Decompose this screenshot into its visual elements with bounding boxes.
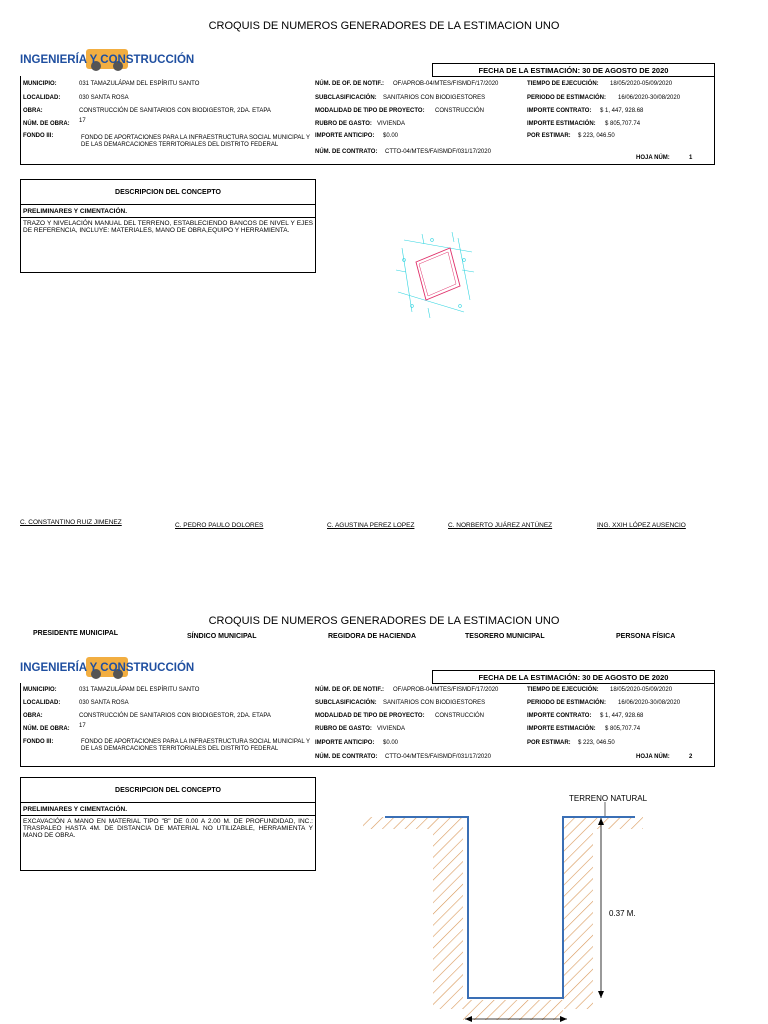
- imp-estimacion-value-2: $ 805,707.74: [605, 726, 641, 732]
- localidad-label-2: LOCALIDAD:: [23, 700, 61, 706]
- imp-estimacion-value: $ 805,707.74: [605, 121, 641, 127]
- por-estimar-label-2: POR ESTIMAR:: [527, 740, 571, 746]
- obra-label: OBRA:: [23, 108, 43, 114]
- depth-label: 0.37 M.: [609, 909, 636, 918]
- modalidad-label: MODALIDAD DE TIPO DE PROYECTO:: [315, 108, 425, 114]
- hoja-number: 1: [689, 155, 693, 161]
- num-of-value: OF/APROB-04/MTES/FISMDF/17/2020: [393, 81, 499, 87]
- bottom-hatch: [463, 1000, 563, 1020]
- signature-persona-fisica: ING. XXIH LÓPEZ AUSENCIO: [597, 522, 686, 529]
- concept-box-sheet2: [20, 777, 316, 871]
- contrato-value: CTTO-04/MTES/FAISMDF/031/17/2020: [385, 149, 491, 155]
- company-logo: [18, 46, 195, 72]
- num-obra-value: 17: [79, 118, 86, 124]
- concept-header: DESCRIPCION DEL CONCEPTO: [21, 180, 315, 205]
- layout-sketch: [392, 230, 478, 320]
- obra-value-2: CONSTRUCCIÓN DE SANITARIOS CON BIODIGESTOR, 2DA. ETAPA: [79, 713, 271, 719]
- role-sindico: SÍNDICO MUNICIPAL: [187, 633, 257, 640]
- imp-contrato-value-2: $ 1, 447, 928.68: [600, 713, 644, 719]
- signature-presidente: C. CONSTANTINO RUIZ JIMENEZ: [20, 519, 122, 526]
- depth-arrow-bottom: [598, 991, 604, 998]
- signature-regidora: C. AGUSTINA PEREZ LOPEZ: [327, 522, 415, 529]
- fondo-value: FONDO DE APORTACIONES PARA LA INFRAESTRUCTURA SOCIAL MUNICIPAL Y DE LAS DEMARCACIONES TERRITORIALES DEL DISTRITO FEDERAL: [81, 135, 310, 148]
- sheet2-title: CROQUIS DE NUMEROS GENERADORES DE LA ESTIMACION UNO: [208, 615, 560, 627]
- periodo-label: PERIODO DE ESTIMACIÓN:: [527, 95, 607, 101]
- subclas-label-2: SUBCLASIFICACIÓN:: [315, 700, 377, 706]
- obra-value: CONSTRUCCIÓN DE SANITARIOS CON BIODIGESTOR, 2DA. ETAPA: [79, 108, 271, 114]
- tiempo-value: 18/05/2020-05/09/2020: [610, 81, 673, 87]
- municipio-value-2: 031 TAMAZULÁPAM DEL ESPÍRITU SANTO: [79, 687, 200, 693]
- concept-header-2: DESCRIPCION DEL CONCEPTO: [21, 778, 315, 803]
- tiempo-label-2: TIEMPO DE EJECUCIÓN:: [527, 687, 599, 693]
- anticipo-label: IMPORTE ANTICIPO:: [315, 133, 375, 139]
- signature-sindico: C. PEDRO PAULO DOLORES: [175, 522, 264, 529]
- municipio-value: 031 TAMAZULÁPAM DEL ESPÍRITU SANTO: [79, 81, 200, 87]
- periodo-value-2: 16/06/2020-30/08/2020: [618, 700, 681, 706]
- por-estimar-value-2: $ 223, 046.50: [578, 740, 615, 746]
- info-box-sheet2: [20, 683, 715, 767]
- obra-label-2: OBRA:: [23, 713, 43, 719]
- imp-contrato-label-2: IMPORTE CONTRATO:: [527, 713, 592, 719]
- hoja-label-2: HOJA NÚM:: [636, 754, 670, 760]
- fecha-estimacion: FECHA DE LA ESTIMACIÓN: 30 DE AGOSTO DE 2020: [432, 63, 715, 77]
- wall-hatch-left: [433, 829, 463, 1009]
- role-tesorero: TESORERO MUNICIPAL: [465, 633, 545, 640]
- trench-outline: [385, 817, 635, 998]
- periodo-label-2: PERIODO DE ESTIMACIÓN:: [527, 700, 607, 706]
- por-estimar-label: POR ESTIMAR:: [527, 133, 571, 139]
- subclas-value-2: SANITARIOS CON BIODIGESTORES: [383, 700, 486, 706]
- periodo-value: 16/06/2020-30/08/2020: [618, 95, 681, 101]
- anticipo-label-2: IMPORTE ANTICIPO:: [315, 740, 375, 746]
- rubro-value-2: VIVIENDA: [377, 726, 406, 732]
- logo-graphic-2: [18, 654, 195, 680]
- rubro-value: VIVIENDA: [377, 121, 406, 127]
- fondo-label-2: FONDO III:: [23, 739, 54, 745]
- contrato-value-2: CTTO-04/MTES/FAISMDF/031/17/2020: [385, 754, 491, 760]
- logo-text-2: INGENIERÍA Y CONSTRUCCIÓN: [20, 662, 195, 674]
- num-of-label: NÚM. DE OF. DE NOTIF.:: [315, 81, 384, 87]
- fondo-value-2: FONDO DE APORTACIONES PARA LA INFRAESTRUCTURA SOCIAL MUNICIPAL Y DE LAS DEMARCACIONES TERRITORIALES DEL DISTRITO FEDERAL: [81, 739, 310, 752]
- subclas-value: SANITARIOS CON BIODIGESTORES: [383, 95, 486, 101]
- signature-tesorero: C. NORBERTO JUÁREZ ANTÚNEZ: [448, 522, 553, 529]
- tiempo-value-2: 18/05/2020-05/09/2020: [610, 687, 673, 693]
- localidad-label: LOCALIDAD:: [23, 95, 61, 101]
- num-of-value-2: OF/APROB-04/MTES/FISMDF/17/2020: [393, 687, 499, 693]
- concept-description: TRAZO Y NIVELACIÓN MANUAL DEL TERRENO, ESTABLECIENDO BANCOS DE NIVEL Y EJES DE REFERENCIA, INCLUYE: MATERIALES, MANO DE OBRA,EQUIPO Y HERRAMIENTA.: [23, 220, 313, 234]
- role-presidente: PRESIDENTE MUNICIPAL: [33, 630, 119, 637]
- municipio-label-2: MUNICIPIO:: [23, 687, 57, 693]
- width-arrow-right: [560, 1016, 567, 1022]
- por-estimar-value: $ 223, 046.50: [578, 133, 615, 139]
- info-box-sheet1: [20, 76, 715, 165]
- logo-text: INGENIERÍA Y CONSTRUCCIÓN: [20, 54, 195, 66]
- rubro-label: RUBRO DE GASTO:: [315, 121, 372, 127]
- hoja-label: HOJA NÚM:: [636, 155, 670, 161]
- imp-contrato-label: IMPORTE CONTRATO:: [527, 108, 592, 114]
- company-logo-2: [18, 654, 195, 680]
- concept-section: PRELIMINARES Y CIMENTACIÓN.: [21, 205, 315, 218]
- imp-estimacion-label: IMPORTE ESTIMACIÓN:: [527, 121, 596, 127]
- anticipo-value: $0.00: [383, 133, 399, 139]
- role-regidora: REGIDORA DE HACIENDA: [328, 633, 417, 640]
- contrato-label-2: NÚM. DE CONTRATO:: [315, 754, 378, 760]
- terrain-label: TERRENO NATURAL: [569, 794, 648, 803]
- fecha-estimacion-2: FECHA DE LA ESTIMACIÓN: 30 DE AGOSTO DE 2020: [432, 670, 715, 684]
- sheet1-title: CROQUIS DE NUMEROS GENERADORES DE LA ESTIMACION UNO: [208, 20, 560, 32]
- concept-description-2: EXCAVACIÓN A MANO EN MATERIAL TIPO "B" DE 0.00 A 2.00 M. DE PROFUNDIDAD, INC.: TRASPALEO HASTA 4M. DE DISTANCIA DE MATERIAL NO UTILIZABLE, HERRAMIENTA Y MANO DE OBRA.: [23, 818, 313, 839]
- modalidad-value: CONSTRUCCIÓN: [435, 108, 484, 114]
- localidad-value-2: 030 SANTA ROSA: [79, 700, 129, 706]
- concept-box-sheet1: [20, 179, 316, 273]
- num-obra-value-2: 17: [79, 723, 86, 729]
- role-persona-fisica: PERSONA FÍSICA: [616, 633, 676, 640]
- imp-estimacion-label-2: IMPORTE ESTIMACIÓN:: [527, 726, 596, 732]
- layout-guides: [396, 232, 474, 318]
- ground-hatch-left: [363, 817, 463, 829]
- concept-section-2: PRELIMINARES Y CIMENTACIÓN.: [21, 803, 315, 816]
- num-of-label-2: NÚM. DE OF. DE NOTIF.:: [315, 687, 384, 693]
- excavation-diagram: [355, 788, 655, 1024]
- municipio-label: MUNICIPIO:: [23, 81, 57, 87]
- tiempo-label: TIEMPO DE EJECUCIÓN:: [527, 81, 599, 87]
- imp-contrato-value: $ 1, 447, 928.68: [600, 108, 644, 114]
- fondo-label: FONDO III:: [23, 133, 54, 139]
- wall-hatch-right: [563, 829, 593, 1009]
- anticipo-value-2: $0.00: [383, 740, 399, 746]
- hoja-number-2: 2: [689, 754, 693, 760]
- contrato-label: NÚM. DE CONTRATO:: [315, 149, 378, 155]
- num-obra-label: NÚM. DE OBRA:: [23, 121, 70, 127]
- modalidad-value-2: CONSTRUCCIÓN: [435, 713, 484, 719]
- subclas-label: SUBCLASIFICACIÓN:: [315, 95, 377, 101]
- modalidad-label-2: MODALIDAD DE TIPO DE PROYECTO:: [315, 713, 425, 719]
- localidad-value: 030 SANTA ROSA: [79, 95, 129, 101]
- rubro-label-2: RUBRO DE GASTO:: [315, 726, 372, 732]
- num-obra-label-2: NÚM. DE OBRA:: [23, 726, 70, 732]
- logo-graphic: [18, 46, 195, 72]
